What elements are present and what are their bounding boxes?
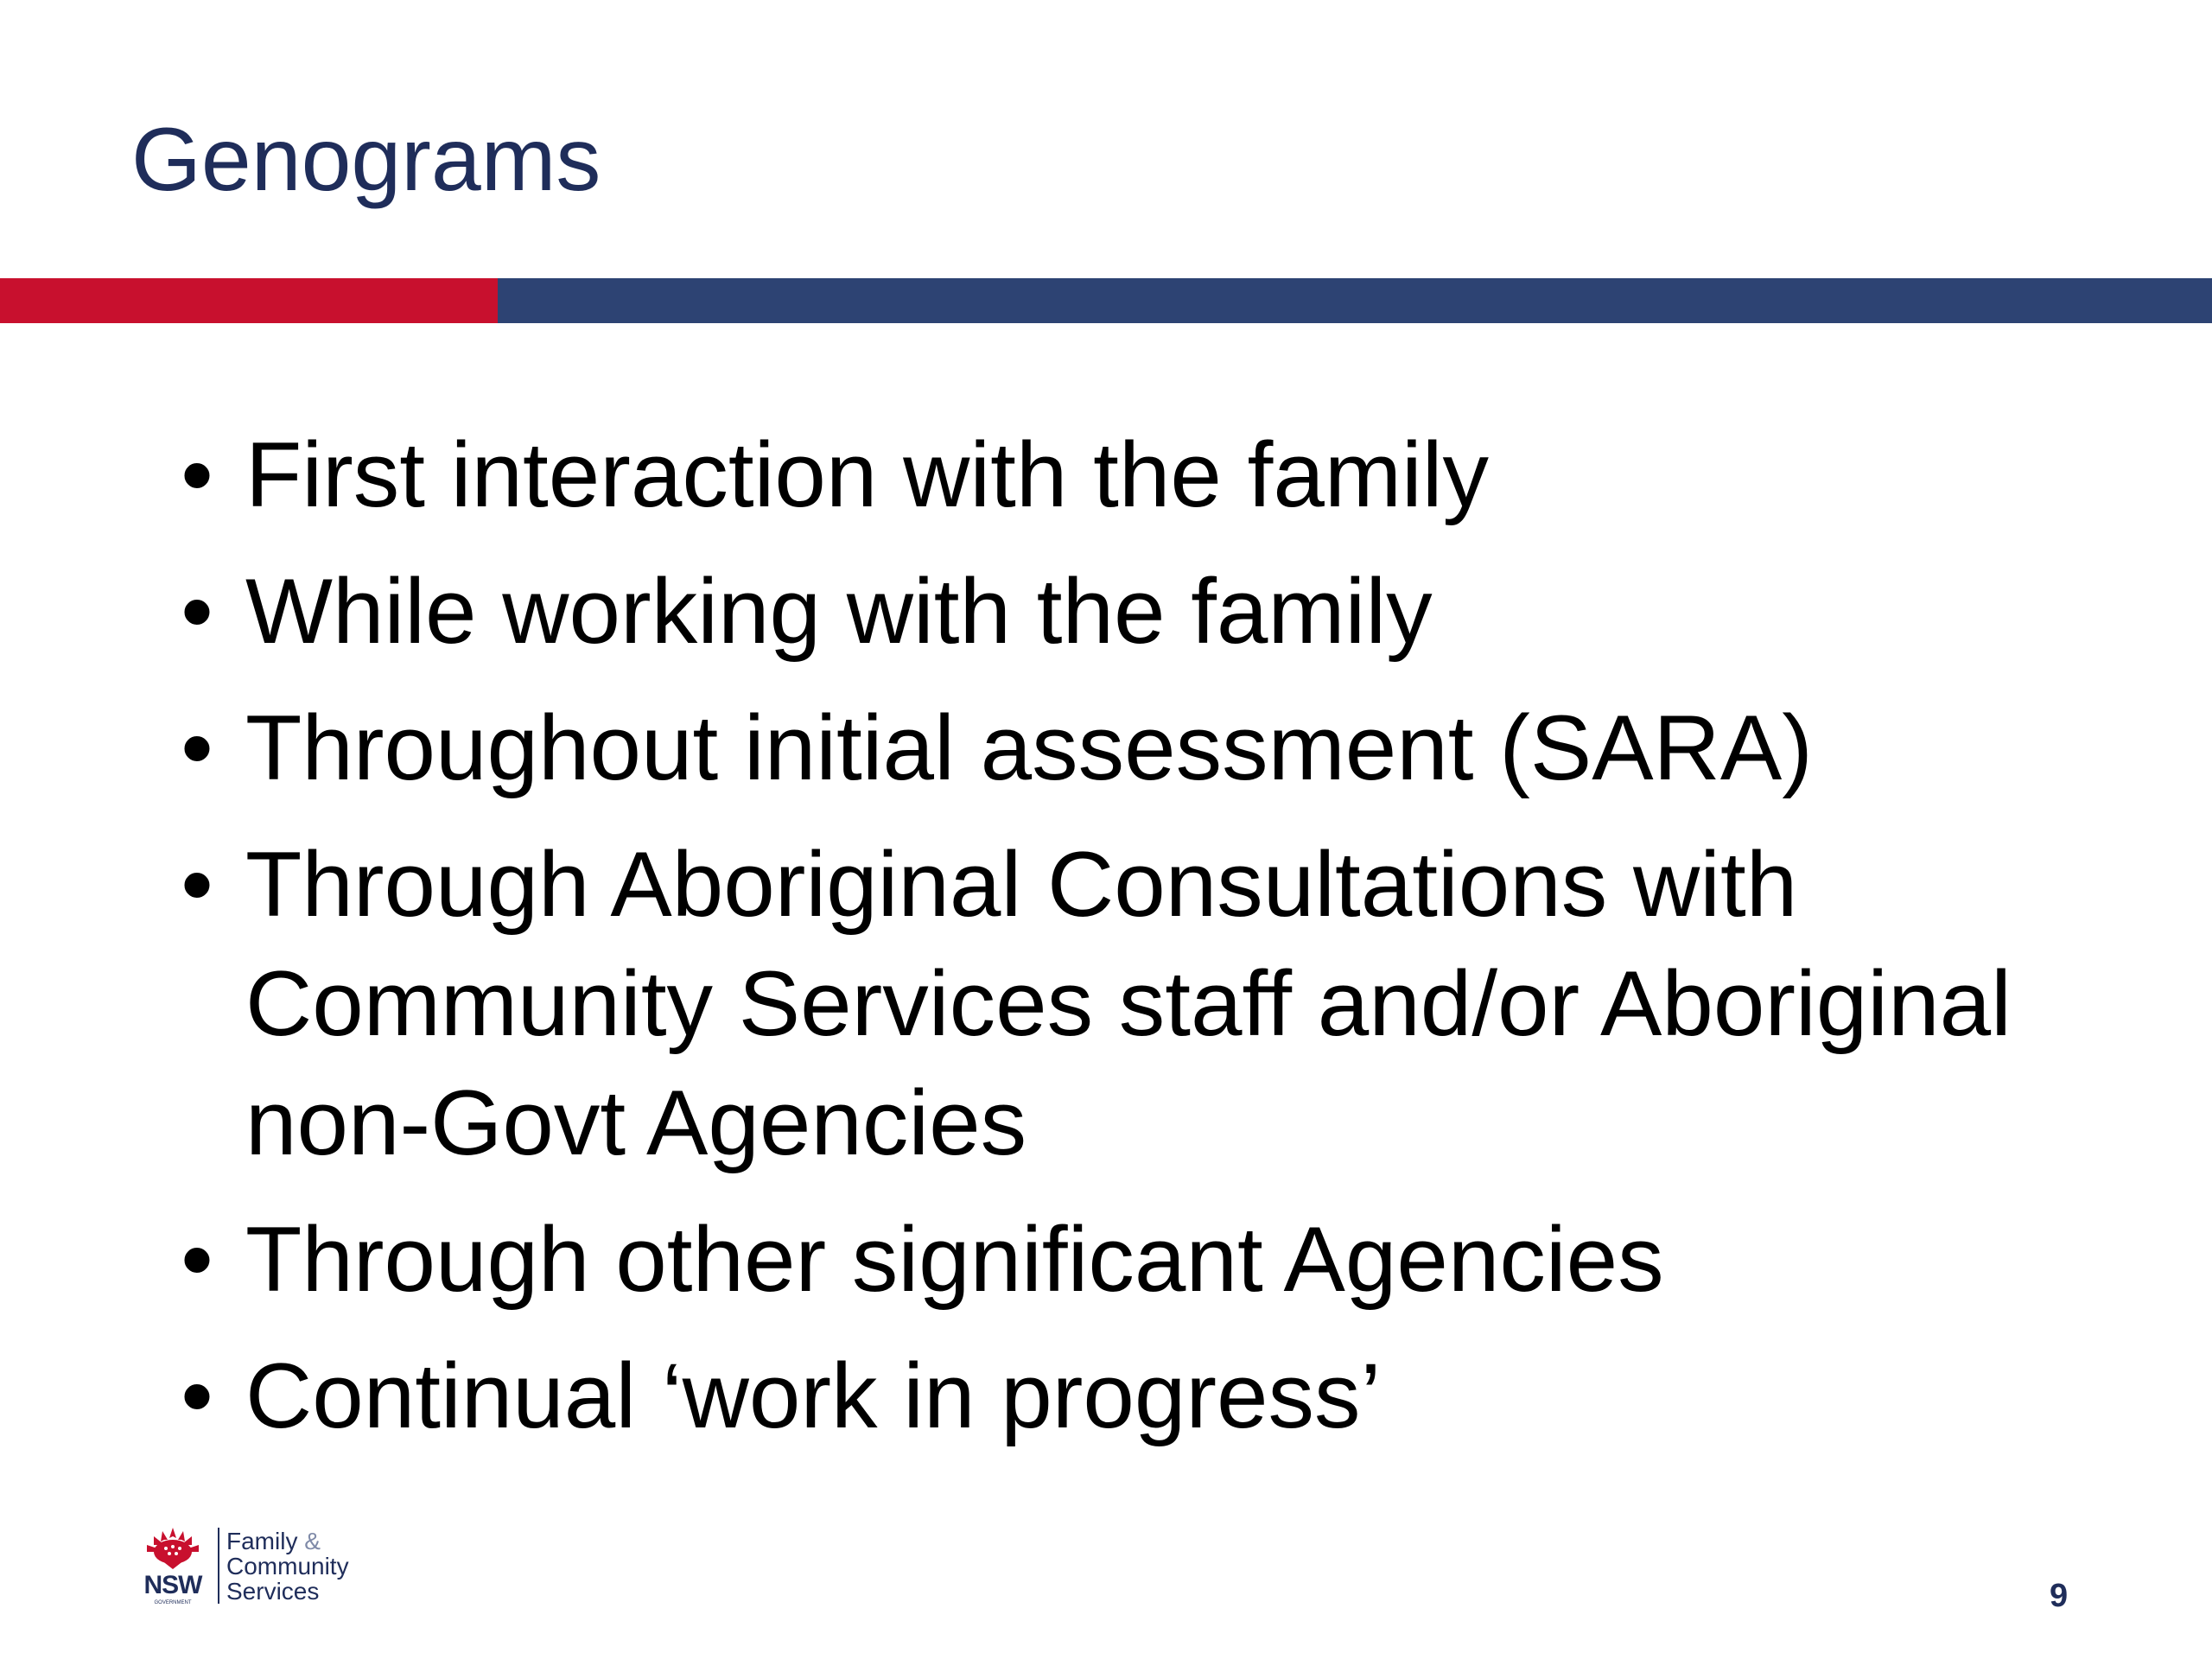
logo-line-services: Services <box>226 1577 320 1605</box>
bullet-item <box>180 824 2115 1182</box>
slide-title: Genograms <box>131 110 601 210</box>
bullet-dot: • <box>181 1207 213 1311</box>
bullet-text: Through Aboriginal Consultations with Community Services staff and/or Aboriginal non-Govt Agencies <box>245 832 2012 1174</box>
bullet-dot: • <box>181 559 213 663</box>
waratah-icon <box>137 1524 209 1573</box>
logo-divider <box>218 1528 219 1604</box>
logo-line-family: Family <box>226 1527 298 1554</box>
bullet-item <box>180 688 2115 807</box>
bullet-item <box>180 415 2115 534</box>
bullet-item <box>180 1199 2115 1319</box>
bullet-text: While working with the family <box>245 559 1433 663</box>
bullet-text: First interaction with the family <box>245 423 1490 526</box>
logo-ampersand: & <box>304 1527 321 1554</box>
bullet-list <box>180 415 2115 1472</box>
bullet-dot: • <box>181 423 213 526</box>
bullet-text: Continual ‘work in progress’ <box>245 1344 1382 1447</box>
bullet-dot: • <box>181 696 213 799</box>
bullet-text: Through other significant Agencies <box>245 1207 1664 1311</box>
nsw-family-community-services-logo <box>137 1522 349 1609</box>
header-bar-red-segment <box>0 278 498 323</box>
nsw-waratah-logo <box>137 1524 209 1607</box>
logo-line-community: Community <box>226 1552 349 1580</box>
page-number: 9 <box>2050 1578 2069 1614</box>
government-label: GOVERNMENT <box>154 1600 192 1605</box>
bullet-item <box>180 1336 2115 1455</box>
bullet-item <box>180 551 2115 671</box>
bullet-dot: • <box>181 832 213 936</box>
logo-wordmark <box>226 1529 349 1604</box>
header-bar-blue-segment <box>498 278 2212 323</box>
nsw-wordmark: NSW <box>143 1571 202 1599</box>
header-divider-bar <box>0 278 2212 323</box>
bullet-dot: • <box>181 1344 213 1447</box>
bullet-text: Throughout initial assessment (SARA) <box>245 696 1813 799</box>
